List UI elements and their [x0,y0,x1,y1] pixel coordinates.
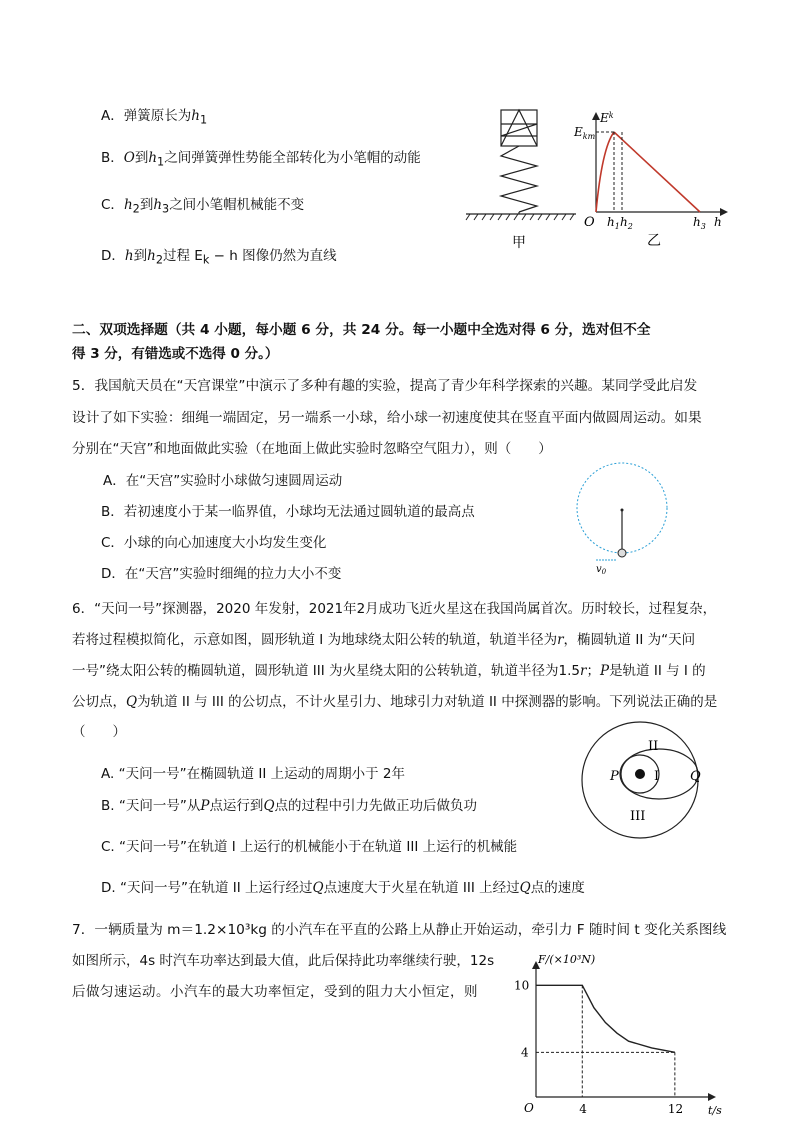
q6-option-d [101,876,585,896]
text: ，椭圆轨道 II 为“天问 [563,632,696,648]
q4-option-b [101,146,421,169]
y-tick-label: 10 [514,978,530,993]
text: 公切点， [72,694,126,710]
label-II: II [648,739,659,754]
q5-stem-line3: 分别在“天宫”和地面做此实验（在地面上做此实验时忽略空气阻力），则（ ） [72,441,552,457]
q4-option-d [101,244,337,267]
q6-stem-line1: 6．“天问一号”探测器，2020 年发射，2021年2月成功飞近火星这在我国尚属首次。历时较长，过程复杂， [72,601,717,617]
y-tick-label: 4 [521,1045,529,1060]
series-line [536,985,675,1052]
q5-option-d: D．在“天宫”实验时细绳的拉力大小不变 [101,566,342,582]
ball [618,549,626,557]
x-tick-label: 12 [667,1102,684,1116]
var: h [124,248,134,264]
text: 是轨道 II 与 I 的 [609,663,706,679]
origin-label: O [524,1101,534,1115]
text: 若将过程模拟简化，示意如图，圆形轨道 I 为地球绕太阳公转的轨道，轨道半径为 [72,632,558,648]
text: 到 [133,248,148,264]
circular-motion-figure [568,462,678,577]
h2-label: $h_2$ [620,215,633,231]
sub: 3 [162,202,170,216]
text: ； [586,663,600,679]
fig-jia-label: 甲 [512,235,526,251]
q6-option-a: A. “天问一号”在椭圆轨道 II 上运动的周期小于 2年 [101,766,405,782]
section2-heading-line2: 得 3 分，有错选或不选得 0 分。） [72,346,279,362]
option-text: 之间小笔帽机械能不变 [169,197,305,213]
var: r [557,632,564,648]
pen-cap-zigzag [501,110,537,146]
var: h [147,248,156,264]
q5-option-c: C．小球的向心加速度大小均发生变化 [101,535,327,551]
label-III: III [630,809,646,824]
var: r [580,663,587,679]
q6-option-c: C. “天问一号”在轨道 I 上运行的机械能小于在轨道 III 上运行的机械能 [101,839,518,855]
y-label: $E^k$ [600,111,614,125]
sub: 1 [157,155,165,169]
text: 为轨道 II 与 III 的公切点，不计火星引力、地球引力对轨道 II 中探测器的影响。下列说法正确的是 [137,694,718,710]
h1-label: $h_1$ [607,215,620,231]
sub: k [202,253,210,267]
q6-stem-line2 [72,628,695,648]
var: h [153,197,163,213]
q5-option-a: A．在“天宫”实验时小球做匀速圆周运动 [103,473,343,489]
pivot [621,509,624,512]
text: 到 [134,150,149,166]
var: Q [312,880,324,896]
var: h [148,150,158,166]
force-time-chart [508,955,720,1115]
option-letter: C． [101,197,124,213]
ground-hatch [466,214,574,220]
text: D. “天问一号”在轨道 II 上运行经过 [101,880,313,896]
q6-stem-line5: （ ） [72,724,126,740]
origin-label: O [584,215,595,230]
q6-option-b [101,794,477,814]
fig-yi-label: 乙 [647,233,661,249]
x-axis-label: t/s [708,1104,722,1117]
q7-stem-line1: 7．一辆质量为 m＝1.2×10³kg 的小汽车在平直的公路上从静止开始运动，牵引力 F 随时间 t 变化关系图线 [72,922,727,938]
sub: 2 [155,253,163,267]
falling-line [614,132,700,212]
spring-figure [466,104,576,252]
section2-heading-line1: 二、双项选择题（共 4 小题，每小题 6 分，共 24 分。每一小题中全选对得 6 分，选对但不全 [72,322,651,338]
var: P [200,798,210,814]
ek-h-graph [572,108,732,248]
sub: 2 [132,202,140,216]
y-arrow [592,112,600,120]
text: 点运行到 [209,798,264,814]
text: 一号”绕太阳公转的椭圆轨道，圆形轨道 III 为火星绕太阳的公转轨道，轨道半径为1.5 [72,663,580,679]
text: 到 [139,197,154,213]
text: B. “天问一号”从 [101,798,201,814]
option-letter: A． [101,108,124,124]
option-text: 之间弹簧弹性势能全部转化为小笔帽的动能 [164,150,421,166]
q4-option-c [101,193,304,216]
q7-stem-line3: 后做匀速运动。小汽车的最大功率恒定，受到的阻力大小恒定，则 [72,984,478,1000]
rise-curve [596,132,614,212]
var: Q [519,880,531,896]
ekm-label: $E_{km}$ [574,125,596,141]
y-axis-label: F/(×10³N) [538,953,596,966]
q7-stem-line2: 如图所示，4s 时汽车功率达到最大值，此后保持此功率继续行驶，12s [72,953,495,969]
sub: 1 [199,113,208,127]
orbit-figure [578,718,702,842]
var: P [599,663,610,679]
q6-stem-line3 [72,659,706,679]
option-letter: B． [101,150,124,166]
option-text: − h 图像仍然为直线 [209,248,337,264]
x-label: h [714,215,722,229]
text: 点速度大于火星在轨道 III 上经过 [323,880,520,896]
x-arrow [708,1093,716,1101]
h3-label: $h_3$ [693,215,706,231]
option-letter: D． [101,248,125,264]
chart-axes [524,953,722,1117]
label-I: I [654,769,660,784]
option-text: 弹簧原长为 [123,108,192,124]
option-text: 过程 E [162,248,203,264]
q5-stem-line2: 设计了如下实验：细绳一端固定，另一端系一小球，给小球一初速度使其在竖直平面内做圆周运动。如果 [72,410,702,426]
q5-option-b: B．若初速度小于某一临界值，小球均无法通过圆轨道的最高点 [101,504,475,520]
var: O [123,150,135,166]
var: Q [263,798,275,814]
pen-cap [501,110,537,146]
text: 点的速度 [530,880,585,896]
var: h [191,108,200,124]
q5-stem-line1: 5．我国航天员在“天宫课堂”中演示了多种有趣的实验，提高了青少年科学探索的兴趣。某同学受此启发 [72,378,698,394]
sun [635,769,645,779]
v0-label: $v_0$ [596,564,607,576]
q6-stem-line4 [72,690,717,710]
label-Q: Q [690,769,701,784]
label-P: P [610,769,619,784]
q4-option-a [101,104,207,127]
text: 点的过程中引力先做正功后做负功 [274,798,478,814]
x-tick-label: 4 [579,1102,587,1116]
var: h [123,197,133,213]
chart-marks [514,978,683,1116]
spring-coil [501,146,537,212]
var: Q [126,694,138,710]
